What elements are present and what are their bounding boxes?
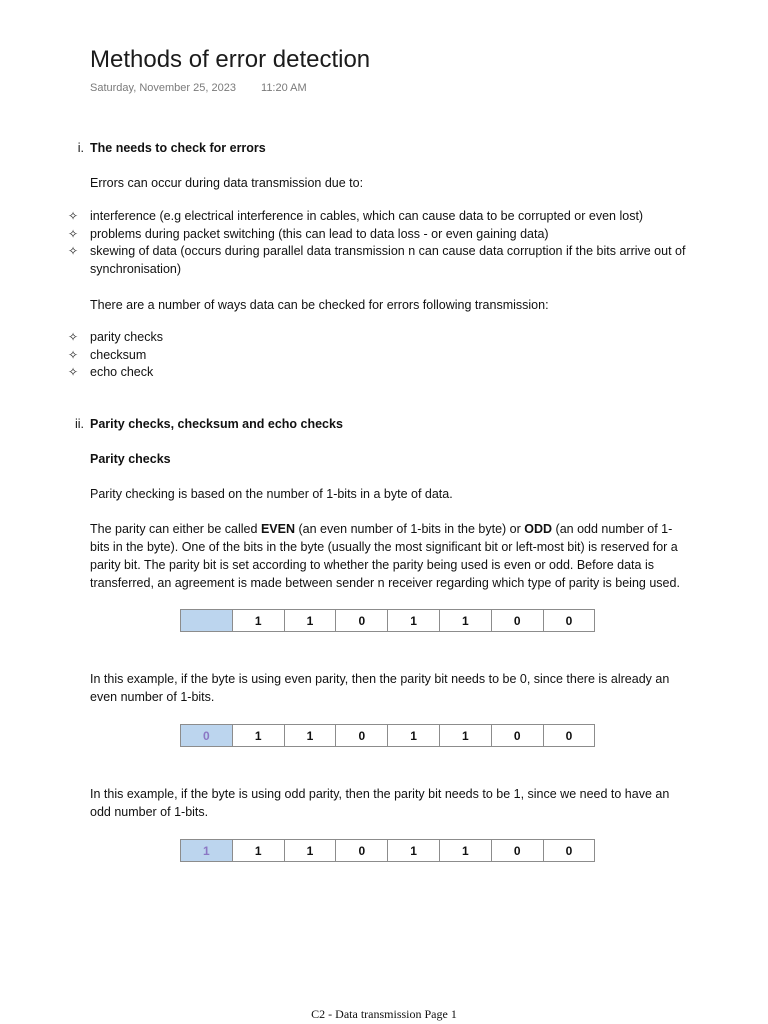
methods-list <box>68 329 698 382</box>
list-item <box>68 226 698 244</box>
page-date: Saturday, November 25, 2023 <box>90 82 236 94</box>
bit-cell: 1 <box>232 610 284 632</box>
list-item <box>68 329 698 347</box>
page-time: 11:20 AM <box>261 82 307 94</box>
parity-subheading: Parity checks <box>90 452 171 466</box>
even-parity-example: In this example, if the byte is using even parity, then the parity bit needs to be 0, since there is already an even number of 1-bits. <box>90 672 670 704</box>
even-keyword: EVEN <box>260 522 295 536</box>
bit-cell: 0 <box>336 725 388 747</box>
bit-cell: 0 <box>491 725 543 747</box>
bit-cell: 0 <box>336 840 388 862</box>
table-row <box>181 610 595 632</box>
bit-cell: 1 <box>284 610 336 632</box>
list-item-text: parity checks <box>90 330 163 344</box>
bit-cell: 1 <box>284 725 336 747</box>
byte-table-3 <box>180 839 595 862</box>
list-item-text: echo check <box>90 365 154 379</box>
parity-text-c: (an odd number of 1-bits in the byte). One of the bits in the byte (usually the most significant bit or left-most bit) is reserved for a parity bit. The parity bit is set according to whether the parity being used is even or odd. Before data is transferred, an agreement is made between sender n receiver regarding which type of parity is being used. <box>90 522 680 590</box>
bit-cell: 1 <box>232 840 284 862</box>
diamond-star-icon: ✧ <box>68 226 79 241</box>
byte-table-2 <box>180 724 595 747</box>
table-row <box>181 725 595 747</box>
diamond-star-icon: ✧ <box>68 365 79 379</box>
bit-cell: 1 <box>388 840 440 862</box>
list-item-text: interference (e.g electrical interference in cables, which can cause data to be corrupted or even lost) <box>90 209 644 223</box>
section-number-1: i. <box>77 141 84 155</box>
section-heading-text-2: Parity checks, checksum and echo checks <box>90 417 343 431</box>
list-item-text: problems during packet switching (this can lead to data loss - or even gaining data) <box>90 226 549 241</box>
list-item <box>68 364 698 382</box>
diamond-star-icon: ✧ <box>68 330 79 344</box>
section-number-2: ii. <box>74 417 84 431</box>
parity-bit-cell <box>181 610 233 632</box>
bit-cell: 1 <box>439 840 491 862</box>
bit-cell: 1 <box>388 725 440 747</box>
error-causes-list <box>68 208 698 278</box>
odd-parity-example: In this example, if the byte is using odd parity, then the parity bit needs to be 1, since we need to have an odd number of 1-bits. <box>90 787 670 819</box>
list-item <box>68 243 698 278</box>
odd-keyword: ODD <box>524 522 553 536</box>
parity-text-a: The parity can either be called <box>90 522 261 536</box>
parity-intro: Parity checking is based on the number of 1-bits in a byte of data. <box>90 487 453 501</box>
parity-bit-cell: 0 <box>181 725 233 747</box>
list-item <box>68 208 698 226</box>
page-footer: C2 - Data transmission Page 1 <box>311 1007 457 1021</box>
byte-table-1 <box>180 609 595 632</box>
diamond-star-icon: ✧ <box>68 209 79 223</box>
section-heading-1 <box>77 141 266 155</box>
parity-text-b: (an even number of 1-bits in the byte) or <box>294 522 525 536</box>
page-meta <box>90 82 307 94</box>
errors-intro: Errors can occur during data transmission due to: <box>90 176 364 190</box>
bit-cell: 1 <box>439 725 491 747</box>
parity-explanation <box>90 520 690 592</box>
bit-cell: 0 <box>543 725 595 747</box>
bit-cell: 1 <box>284 840 336 862</box>
section-heading-text-1: The needs to check for errors <box>90 141 266 155</box>
bit-cell: 0 <box>336 610 388 632</box>
bit-cell: 1 <box>232 725 284 747</box>
bit-cell: 0 <box>491 840 543 862</box>
parity-bit-cell: 1 <box>181 840 233 862</box>
diamond-star-icon: ✧ <box>68 347 79 362</box>
bit-cell: 0 <box>491 610 543 632</box>
list-item <box>68 347 698 365</box>
methods-intro: There are a number of ways data can be checked for errors following transmission: <box>90 298 549 312</box>
bit-cell: 0 <box>543 610 595 632</box>
diamond-star-icon: ✧ <box>68 244 79 258</box>
bit-cell: 1 <box>439 610 491 632</box>
bit-cell: 1 <box>388 610 440 632</box>
list-item-text: checksum <box>90 347 147 362</box>
table-row <box>181 840 595 862</box>
bit-cell: 0 <box>543 840 595 862</box>
page-title: Methods of error detection <box>90 46 371 73</box>
list-item-text: skewing of data (occurs during parallel data transmission n can cause data corruption if the bits arrive out of synchronisation) <box>90 244 686 276</box>
section-heading-2 <box>74 417 343 431</box>
